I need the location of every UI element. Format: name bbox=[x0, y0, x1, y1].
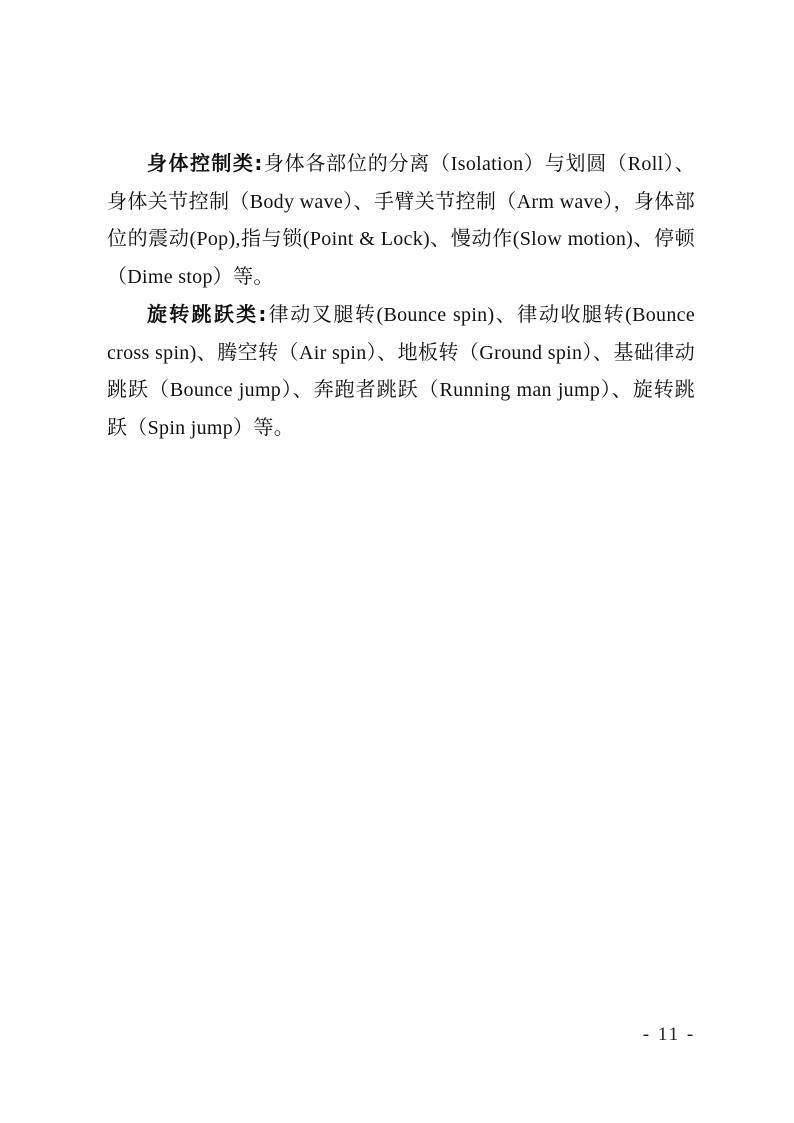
spin-jump-term: 旋转跳跃类: bbox=[147, 302, 268, 326]
spin-jump-description: 律动叉腿转(Bounce spin)、律动收腿转(Bounce cross spin)、腾空转（Air spin）、地板转（Ground spin）、基础律动跳跃（Bounce jump）、奔跑者跳跃（Running man jump）、旋转跳跃（Spin jump）等。 bbox=[107, 304, 696, 439]
page-number: - 11 - bbox=[642, 1024, 696, 1045]
document-body bbox=[107, 145, 695, 447]
body-control-term: 身体控制类: bbox=[147, 151, 264, 175]
spin-jump-paragraph bbox=[107, 296, 695, 447]
body-control-paragraph bbox=[107, 145, 695, 296]
body-control-description: 身体各部位的分离（Isolation）与划圆（Roll）、身体关节控制（Body wave）、手臂关节控制（Arm wave），身体部位的震动(Pop),指与锁(Point & Lock)、慢动作(Slow motion)、停顿（Dime stop）等。 bbox=[107, 153, 695, 288]
